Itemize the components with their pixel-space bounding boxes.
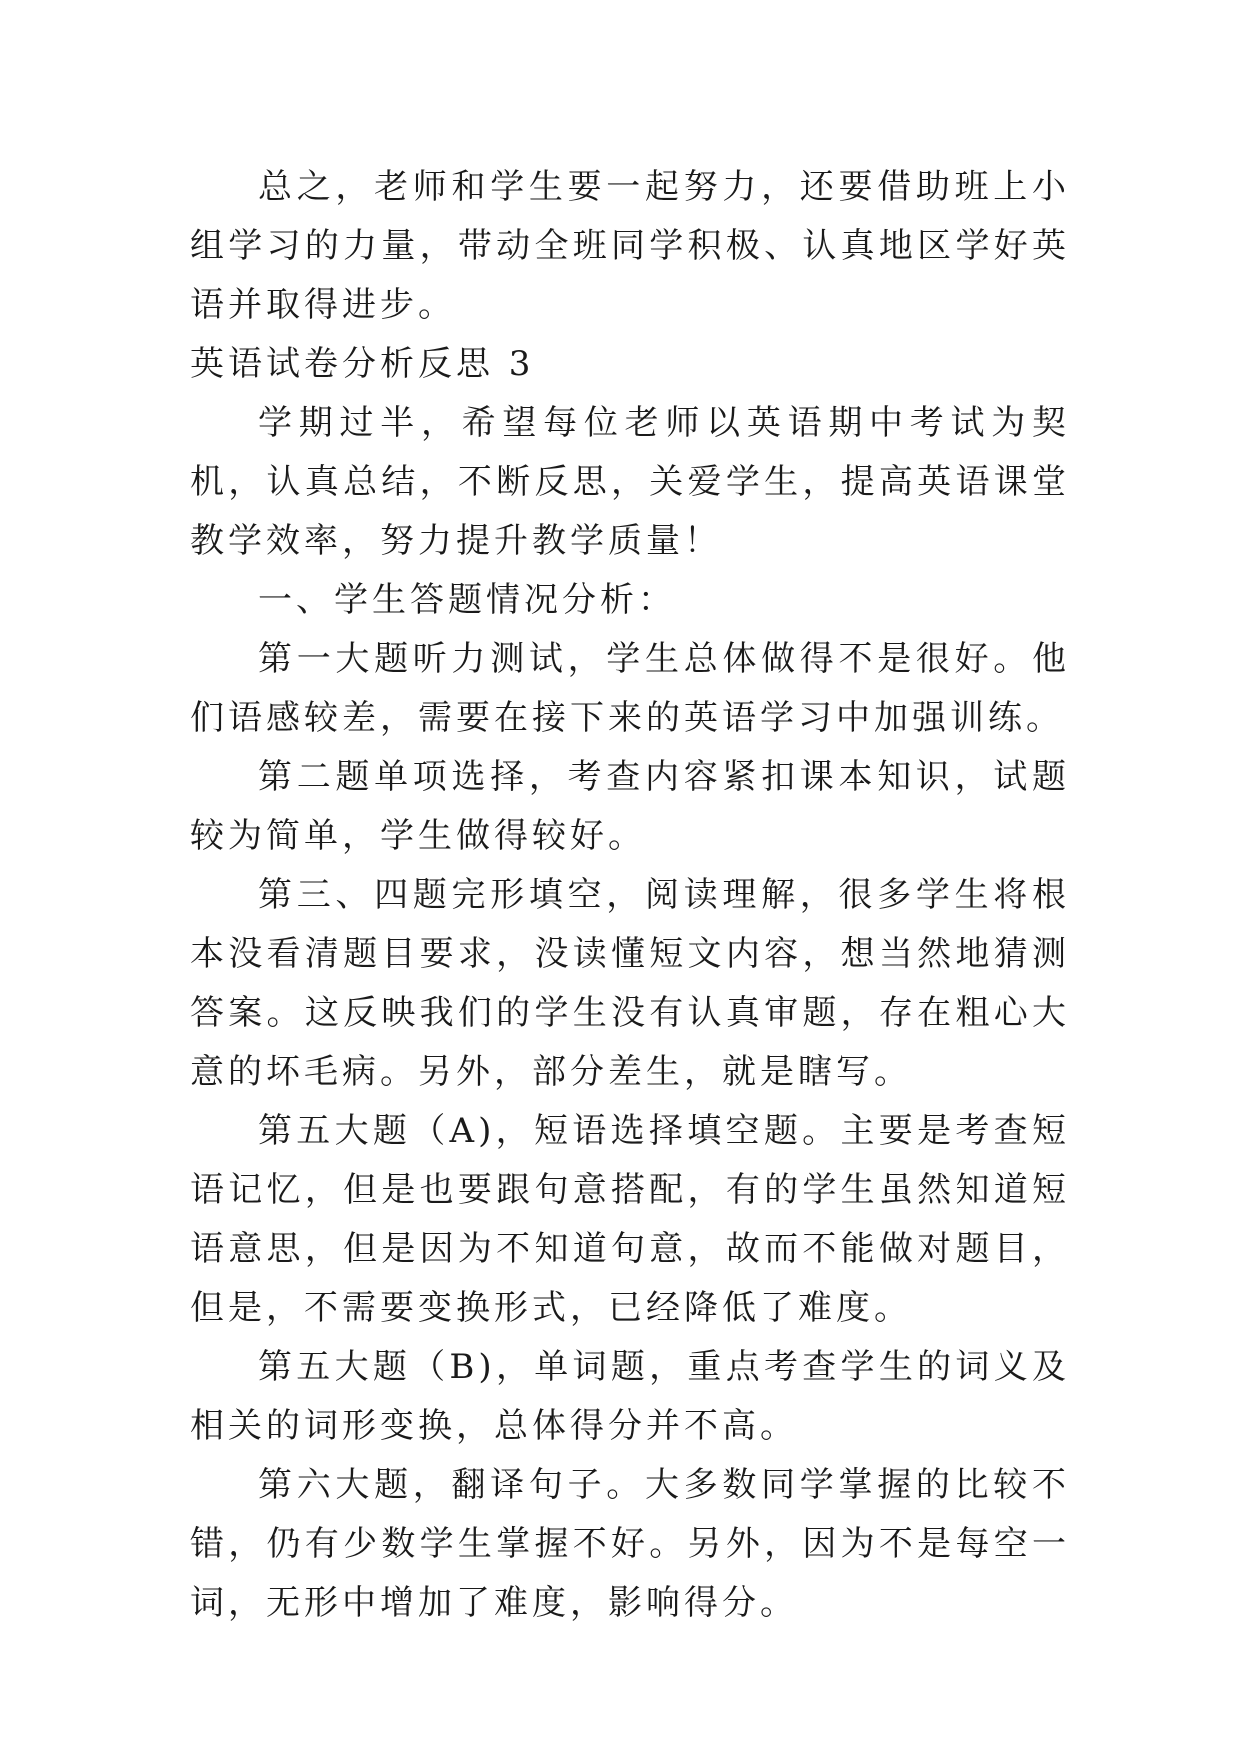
paragraph-3: 一、学生答题情况分析： <box>258 580 676 620</box>
paragraph-6: 第三、四题完形填空，阅读理解，很多学生将根本没看清题目要求，没读懂短文内容，想当然地猜测答案。这反映我们的学生没有认真审题，存在粗心大意的坏毛病。另外，部分差生，就是瞎写。 <box>190 875 1070 1092</box>
paragraph-8: 第五大题（B)，单词题，重点考查学生的词义及相关的词形变换，总体得分并不高。 <box>190 1347 1070 1446</box>
document-body <box>190 158 1070 1633</box>
paragraph-2: 学期过半，希望每位老师以英语期中考试为契机，认真总结，不断反思，关爱学生，提高英语课堂教学效率，努力提升教学质量！ <box>190 403 1070 561</box>
paragraph-7: 第五大题（A)，短语选择填空题。主要是考查短语记忆，但是也要跟句意搭配，有的学生虽然知道短语意思，但是因为不知道句意，故而不能做对题目，但是，不需要变换形式，已经降低了难度。 <box>190 1111 1070 1328</box>
paragraph-9: 第六大题，翻译句子。大多数同学掌握的比较不错，仍有少数学生掌握不好。另外，因为不是每空一词，无形中增加了难度，影响得分。 <box>190 1465 1070 1623</box>
paragraph-4: 第一大题听力测试，学生总体做得不是很好。他们语感较差，需要在接下来的英语学习中加强训练。 <box>190 639 1070 738</box>
paragraph-1: 总之，老师和学生要一起努力，还要借助班上小组学习的力量，带动全班同学积极、认真地区学好英语并取得进步。 <box>190 167 1070 325</box>
section-heading: 英语试卷分析反思 3 <box>190 344 535 384</box>
paragraph-5: 第二题单项选择，考查内容紧扣课本知识，试题较为简单，学生做得较好。 <box>190 757 1070 856</box>
